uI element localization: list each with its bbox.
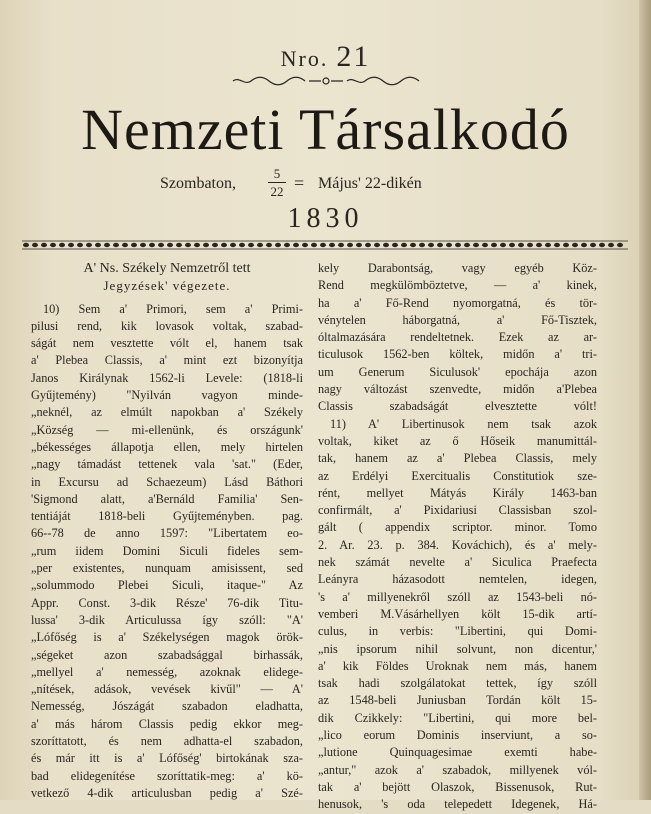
text-line: pilusi rend, kik lovasok voltak, szabad- bbox=[31, 318, 303, 333]
text-line: gált ( appendix scriptor. minor. Tomo bbox=[318, 520, 597, 535]
date-equals: = bbox=[294, 173, 305, 193]
text-line: henusok, 's oda telepedett Idegenek, Há- bbox=[318, 797, 597, 812]
text-line: kely Darabontság, vagy egyéb Köz- bbox=[318, 261, 597, 275]
text-line: confirmált, a' Pixidariusi Classisban szol- bbox=[318, 503, 597, 518]
date-fraction bbox=[268, 165, 286, 200]
text-line: Rend megkülömböztetve, — a' kinek, bbox=[318, 278, 597, 293]
text-line: tsak hadi szolgálatokat tettek, így szóll bbox=[318, 676, 597, 691]
text-line: vetkező 4-dik articulusban pedig a' Szé- bbox=[31, 785, 303, 800]
text-line: a' kik Földes Uroknak nem más, hanem bbox=[318, 658, 597, 673]
text-line: a' Plebea Classis, a' mint ezt bizonyítja bbox=[31, 353, 303, 368]
text-line: tak a' bejött Olaszok, Bissenusok, Rut- bbox=[318, 779, 597, 794]
issue-prefix: Nro. bbox=[280, 46, 329, 71]
text-line: 11) A' Libertinusok nem tsak azok bbox=[330, 416, 597, 431]
text-line: 10) Sem a' Primori, sem a' Primi- bbox=[43, 301, 303, 316]
text-line: ticulusok 1562-ben költek, midőn a' tri- bbox=[318, 347, 597, 362]
text-line: voltak, kiket az ő Hőseik manumittál- bbox=[318, 433, 597, 448]
text-line: „rum iidem Domini Siculi fideles sem- bbox=[31, 543, 303, 558]
text-line: óltalmazására rendeltetnek. Ezek az ar- bbox=[318, 330, 597, 345]
left-column-text bbox=[31, 301, 303, 803]
text-line: „nis ipsorum nihil solvunt, non dicentur,' bbox=[318, 641, 597, 656]
text-line: tentiáját 1818-beli Gyűjteményben. pag. bbox=[31, 509, 303, 524]
article-subhead: Jegyzések' végezete. bbox=[103, 278, 231, 294]
text-line: nek számát nevelte a' Siculica Praefecta bbox=[318, 555, 597, 570]
text-line: és már itt is a' Lófőség' birtokának sza- bbox=[31, 751, 303, 766]
date-weekday: Szombaton, bbox=[160, 175, 236, 192]
text-line: um Generum Siculusok' epochája azon bbox=[318, 364, 597, 379]
text-line: „solummodo Plebei Siculi, itaque-" Az bbox=[31, 578, 303, 593]
date-frac-bottom: 22 bbox=[268, 182, 286, 200]
text-line: nagy változást szenvedte, midőn a'Plebea bbox=[318, 382, 597, 397]
text-line: in Excursu ad Schaezeum) Lásd Báthori bbox=[31, 474, 303, 489]
issue-number bbox=[0, 40, 651, 74]
text-line: Gyűjtemény) "Nyilván vagyon minde- bbox=[31, 388, 303, 403]
article-headline: A' Ns. Székely Nemzetről tett bbox=[83, 261, 251, 276]
text-line: dik Czikkely: "Libertini, qui more bel- bbox=[318, 710, 597, 725]
date-text: Május' 22-dikén bbox=[318, 175, 422, 192]
right-column-text bbox=[318, 260, 597, 814]
text-line: rént, mellyet Mátyás Király 1463-ban bbox=[318, 485, 597, 500]
text-line: „neknél, az elmúlt napokban a' Székely bbox=[31, 405, 303, 420]
article-column-left bbox=[31, 260, 303, 802]
text-line: „Község — mi-ellenünk, és országunk' bbox=[31, 422, 303, 437]
text-line: „lutione Quinquagesimae exemti habe- bbox=[318, 745, 597, 760]
text-line: culus, in verbis: "Libertini, qui Domi- bbox=[318, 624, 597, 639]
text-line: ságát nem vesztette vólt el, hanem tsak bbox=[31, 336, 303, 351]
text-line: a' más három Classis pedig ekkor meg- bbox=[31, 716, 303, 731]
text-line: Classis szabadságát elvesztette vólt! bbox=[318, 399, 597, 414]
text-line: Appr. Const. 3-dik Része' 76-dik Titu- bbox=[31, 595, 303, 610]
text-line: 66--78 de anno 1597: "Libertatem eo- bbox=[31, 526, 303, 541]
text-line: „mellyel a' nemesség, azoknak elidege- bbox=[31, 664, 303, 679]
text-line: 'Sigmond alatt, a'Bernáld Familia' Sen- bbox=[31, 491, 303, 506]
year: 1830 bbox=[287, 203, 364, 234]
text-line: Janos Királynak 1562-li Levele: (1818-li bbox=[31, 370, 303, 385]
text-line: vemberi M.Vásárhellyen költ 15-dik artí- bbox=[318, 606, 597, 621]
text-line: „ségeket azon szabadsággal birhassák, bbox=[31, 647, 303, 662]
text-line: vénytelen háborgatná, a' Fő-Tisztek, bbox=[318, 312, 597, 327]
text-line: „per existentes, nunquam amisissent, sed bbox=[31, 561, 303, 576]
text-line: „nagy támadást tettenek vala 'sat." (Eder, bbox=[31, 457, 303, 472]
text-line: Nemesség, Jószágát szabadon eladhatta, bbox=[31, 699, 303, 714]
issue-number-value: 21 bbox=[336, 40, 371, 73]
text-line: szoríttatott, és nem adhatta-el szabadon, bbox=[31, 734, 303, 749]
text-line: az Erdélyi Exercitualis Constitutiok sze- bbox=[318, 468, 597, 483]
date-frac-top: 5 bbox=[273, 166, 281, 181]
text-line: tak, hanem az a' Plebea Classis, mely bbox=[318, 451, 597, 466]
text-line: „békességes állapotja ellen, mely hirtelen bbox=[31, 439, 303, 454]
text-line: „antur," azok a' szabadok, millyenek vól- bbox=[318, 762, 597, 777]
text-line: „Lófőség is a' Székelységen magok örök- bbox=[31, 630, 303, 645]
text-line: Leányra házasodott nemtelen, idegen, bbox=[318, 572, 597, 587]
text-line: bad elidegenítése szoríttatik-meg: a' kö- bbox=[31, 768, 303, 783]
newspaper-title: Nemzeti Társalkodó bbox=[81, 97, 570, 162]
text-line: „nítések, adások, vevések kivűl" — A' bbox=[31, 682, 303, 697]
text-line: az 1548-beli Juniusban Tordán költ 15- bbox=[318, 693, 597, 708]
masthead-ornament bbox=[231, 76, 421, 86]
text-line: 2. Ar. 23. p. 384. Kováchich), és a' mely- bbox=[318, 537, 597, 552]
ornamental-rule bbox=[22, 240, 628, 250]
text-line: lussa' 3-dik Articulussa így szóll: "A' bbox=[31, 612, 303, 627]
article-column-right bbox=[318, 260, 597, 814]
text-line: „lico eorum Dominis inserviunt, a so- bbox=[318, 728, 597, 743]
text-line: 's a' millyenekről szóll az 1543-beli nó- bbox=[318, 589, 597, 604]
text-line: ha a' Fő-Rend nyomorgatná, és tör- bbox=[318, 295, 597, 310]
dateline bbox=[160, 165, 480, 205]
